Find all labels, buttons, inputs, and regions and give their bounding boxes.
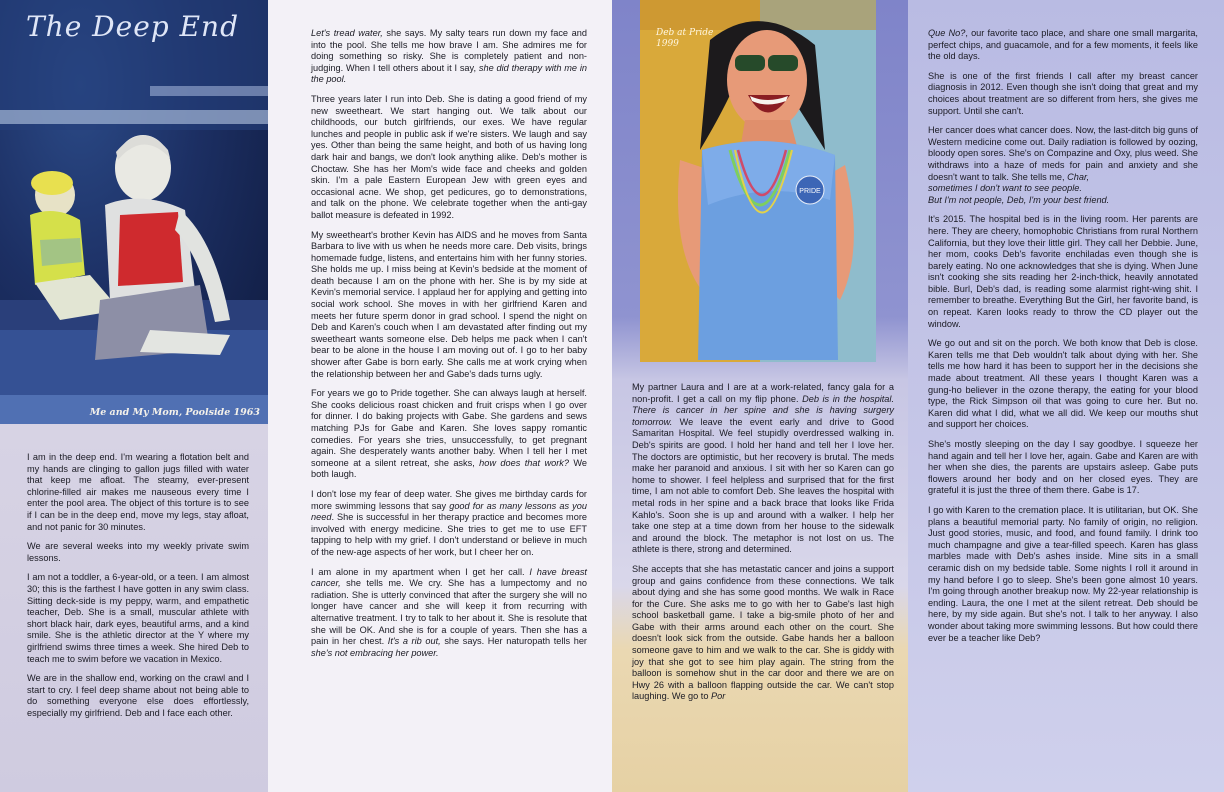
page-title: The Deep End [26, 10, 239, 43]
text-column-4 [928, 28, 1198, 652]
painting-me-and-mom [0, 0, 268, 424]
painting-me-and-mom-illustration [0, 0, 268, 424]
paragraph: We go out and sit on the porch. We both know that Deb is close. Karen tells me that Deb wouldn't talk about dying with her. She tells me how hard it has been to support her in the decisions she made about treatment. All these years I thought Karen was a gung-ho believer in the ozone therapy, the eating for your blood type, the Rick Simpson oil that was going to cure her. But no. Karen did what I did, what we all did. We keep our mouths shut and support her choices. [928, 338, 1198, 430]
text-column-2 [311, 28, 587, 667]
paragraph: My sweetheart's brother Kevin has AIDS and he moves from Santa Barbara to live with us when he needs more care. Deb visits, brings homemade fudge, listens, and entertains him with her funny stories. She holds me up. I miss being at Kevin's bedside at the moment of death because I am on the phone with her. She is by my side at Kevin's memorial service. I applaud her for applying and getting into social work school. She moves in with her girlfriend Karen and meets her future sperm donor in grad school. I spend the night on Deb and Karen's couch when I am devastated after finding out my sweetheart wants someone else. Deb helps me pack when I can't bear to be alone in the house I am moving out of. I go to her baby shower after Gabe is born early. She calls me at work crying when the relationship between her and Gabe's dads turns ugly. [311, 229, 587, 379]
text-column-1 [27, 452, 249, 727]
caption-line-1: Deb at Pride [656, 28, 714, 38]
paragraph: I am alone in my apartment when I get her call. I have breast cancer, she tells me. We cry. She has a lumpectomy and no radiation. She is utterly convinced that after the surgery she will no longer have cancer and she will keep it from recurring with alternative treatment. I try to talk to her about it. She is resolute that she will be OK. And she is for a couple of years. Then she has a pain in her chest. It's a rib out, she says. Her naturopath tells her she's not embracing her power. [311, 566, 587, 658]
text-column-3 [632, 382, 894, 711]
paragraph: We are several weeks into my weekly private swim lessons. [27, 541, 249, 563]
caption-line-2: 1999 [656, 39, 679, 49]
paragraph: Three years later I run into Deb. She is dating a good friend of my new sweetheart. We start hanging out. We talk about our childhoods, our butch girlfriends, our exes. We have regular lunches and people in public ask if we're sisters. We laugh and say yes. Other than being the same height, and both of us having long dark hair and bangs, we don't look anything alike. Deb's mother is Choctaw. She has her Mom's wide face and cheeks and golden skin. I'm a pale Eastern European Jew with green eyes and occasional acne. We shop, get pedicures, go to demonstrations, and talk on the phone. We celebrate together when the anti-gay ballot measure is defeated in 1992. [311, 93, 587, 220]
pride-badge-text: PRIDE [799, 188, 821, 195]
paragraph: I am not a toddler, a 6-year-old, or a teen. I am almost 30; this is the farthest I have gotten in any swim class. Sitting deck-side is my peppy, warm, and empathetic teacher, Deb. She is a small, muscular athlete with short black hair, dark eyes, beautiful arms, and a kind smile. She is the athletic director at the Y where my girlfriend swims three times a week. She hired Deb to teach me to swim before we vacation in Mexico. [27, 572, 249, 664]
paragraph: I don't lose my fear of deep water. She gives me birthday cards for more swimming lessons that say good for as many lessons as you need. She is successful in her therapy practice and becomes more involved with energy medicine. She tries to get me to use EFT tapping to help with my grief. I don't understand or believe in much of the new-age aspects of her work, but I cheer her on. [311, 488, 587, 557]
paragraph: I go with Karen to the cremation place. It is utilitarian, but OK. She plans a beautiful memorial party. No family of origin, no religion. Just good stories, music, and food, and found family. I drink too much champagne and give a tear-filled speech. Karen has glass marbles made with Deb's ashes inside. Mine sits in a small ceramic dish on my bedside table. Some nights I roll it around in my hand before I go to sleep. She's been gone almost 10 years. I'm going through another breakup now. My 22-year relationship is ending. Laura, the one I met at the silent retreat. Deb should be here, by my side again. But she's not. I talk to her anyway. I also wonder about taking more swimming lessons. But how could there ever be a teacher like Deb? [928, 504, 1198, 643]
painting-deb-illustration [640, 0, 876, 362]
paragraph: I am in the deep end. I'm wearing a flotation belt and my hands are clinging to gallon jugs filled with water that keep me afloat. The steamy, ever-present chlorine-filled air makes me nauseous every time I enter the pool area. The object of this torture is to see if I can be in the deep end, move my legs, stay afloat, and not panic for 30 minutes. [27, 452, 249, 532]
paragraph: We are in the shallow end, working on the crawl and I start to cry. I feel deep shame about not being able to do something everyone else does effortlessly, especially my girlfriend. Deb and I face each other. [27, 673, 249, 718]
painting-caption: Me and My Mom, Poolside 1963 [89, 407, 260, 418]
paragraph: My partner Laura and I are at a work-related, fancy gala for a non-profit. I get a call on my flip phone. Deb is in the hospital. There is cancer in her spine and she is having surgery tomorrow. We leave the event early and drive to Good Samaritan Hospital. We feel stupidly overdressed walking in. Deb's spirits are good. I hold her hand and tell her I love her. The doctors are optimistic, but her recovery is brutal. The meds make her paranoid and anxious. I sit with her so Karen can go home to shower. I feel helpless and surprised that for the first time, I am not able to comfort Deb. She leaves the hospital with metal rods in her spine and a back brace that looks like Frida Kahlo's. Soon she is up and around with a walker. I help her take one step at a time down from her house to the sidewalk and around the block. The metaphor is not lost on us. The athlete is there, strong and determined. [632, 382, 895, 555]
paragraph: Her cancer does what cancer does. Now, the last-ditch big guns of Western medicine come out. Daily radiation is followed by oozing, bloody open sores. She's on Compazine and Oxy, plus weed. She withdraws into a haze of meds for pain and anxiety and she doesn't want to talk. She tells me, Char, sometimes I don't want to see people. But I'm not people, Deb, I'm your best friend. [928, 125, 1198, 205]
paragraph: Let's tread water, she says. My salty tears run down my face and into the pool. She tells me how brave I am. She admires me for doing something so risky. She is completely patient and non-judging. When I tell others about it I say, she did therapy with me in the pool. [311, 28, 588, 85]
paragraph: Que No?, our favorite taco place, and share one small margarita, perfect chips, and guacamole, and for a few moments, it feels like the old days. [928, 28, 1198, 62]
paragraph: It's 2015. The hospital bed is in the living room. Her parents are here. They are cheery, homophobic Christians from rural Northern California, but they love their little girl. They call her Debbie. June, her mom, cooks Deb's favorite enchiladas even though she is barely eating. No one acknowledges that she is dying. When June isn't cooking she sits reading her 2-inch-thick, heavily annotated bible. Burl, Deb's dad, is reading some alarmist right-wing shit. I remember to breathe. Everything But the Girl, her favorite band, is on repeat. Karen looks ready to throw the CD player out the window. [928, 214, 1198, 329]
paragraph: She accepts that she has metastatic cancer and joins a support group and gains confidence from these connections. We talk about dying and she has some good months. We walk in Race for the Cure. She asks me to go with her to Gabe's last high school basketball game. I take a big-smile photo of her and Gabe with their arms around each other on the court. She doesn't look sick from the outside. Gabe hands her a balloon someone gave to him and we walk to the car. She is giddy with joy that she got to see him play again. The string from the balloon is somehow shut in the car door and there we are on Hwy 26 with a balloon flapping outside the car. We can't stop laughing. We go to Por [632, 563, 894, 702]
paragraph: For years we go to Pride together. She can always laugh at herself. She cooks delicious roast chicken and fruit crisps when I go over for dinner. I do baking projects with Gabe. She gardens and sews matching PJs for Gabe and Karen. She loves sappy romantic comedies. For years she tries, unsuccessfully, to get pregnant again. She desperately wants another baby. When I tell her I met someone at a silent retreat, she asks, how does that work? We both laugh. [311, 388, 587, 480]
paragraph: She is one of the first friends I call after my breast cancer diagnosis in 2012. Even though she isn't doing that great and my choices about treatment are so different from hers, she gives me support. Until she can't. [928, 70, 1198, 116]
painting-caption-deb [656, 28, 713, 50]
paragraph: She's mostly sleeping on the day I say goodbye. I squeeze her hand again and tell her I love her, again. Gabe and Karen are with her when she dies, the parents are upstairs asleep. Gabe puts flowers around her body and on her closed eyes. They are grateful it is just the three of them there. Gabe is 17. [928, 439, 1198, 496]
painting-deb-at-pride [640, 0, 876, 362]
